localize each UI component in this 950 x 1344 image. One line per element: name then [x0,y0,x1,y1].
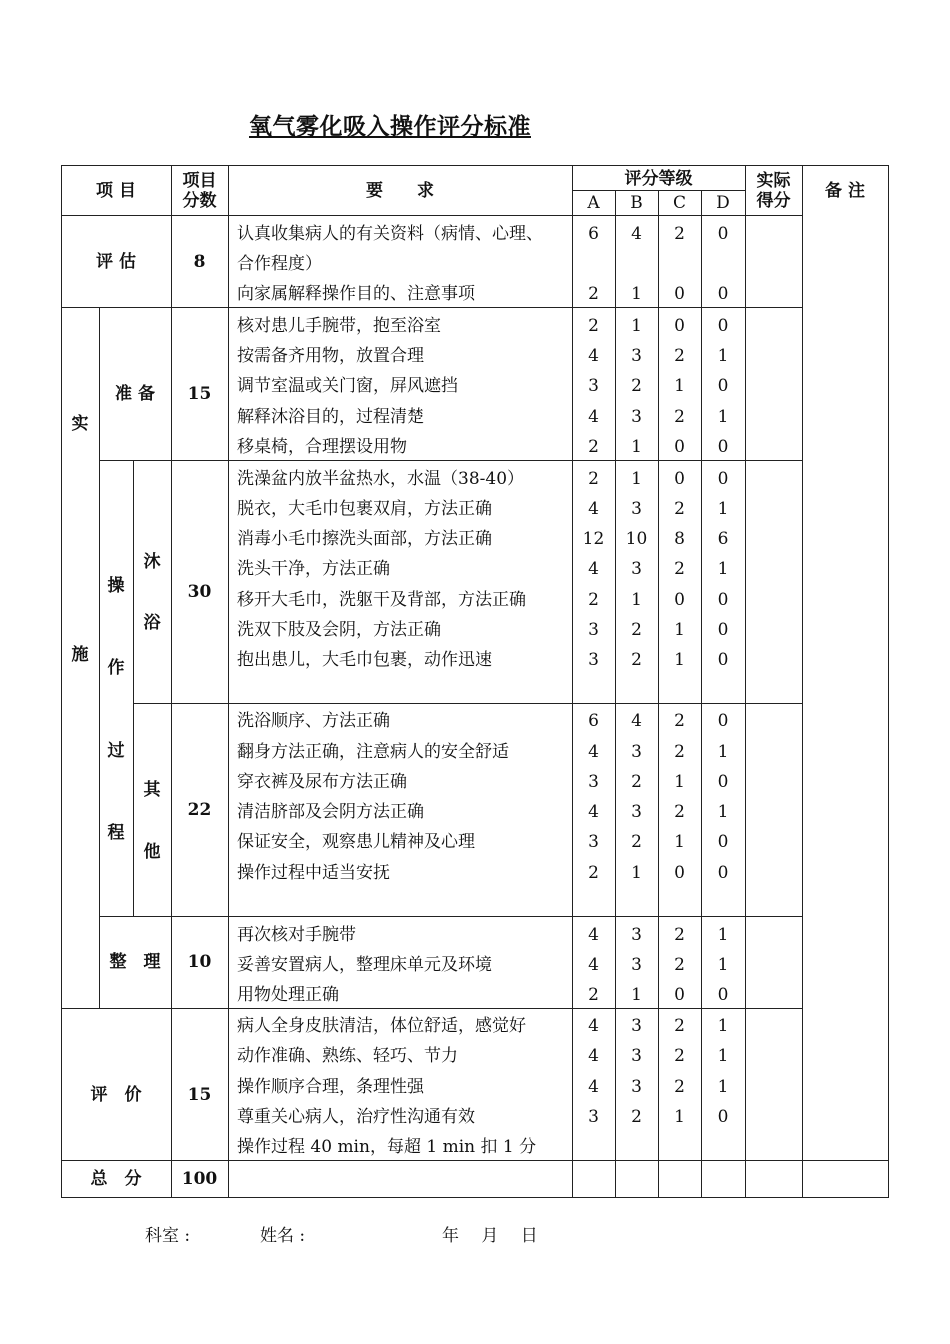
grade-a-value: 2 [588,284,599,304]
grade-c-value: 0 [674,316,685,336]
grade-d-value: 0 [717,650,729,670]
grade-d-value: 0 [717,772,729,792]
requirement-text: 保证安全，观察患儿精神及心理 [237,832,475,852]
grade-c-value: 2 [674,346,685,366]
requirement-text: 洗浴顺序、方法正确 [237,711,390,731]
page-title: 氧气雾化吸入操作评分标准 [249,113,531,140]
grade-b-value: 3 [631,346,642,366]
requirement-text: 向家属解释操作目的、注意事项 [237,284,475,304]
grade-d-value: 0 [717,376,729,396]
grade-c-value: 2 [674,499,685,519]
grade-c-value: 2 [674,1046,685,1066]
category-total: 总 分 [90,1169,142,1189]
grade-b-value: 1 [631,437,642,457]
requirement-text: 消毒小毛巾擦洗头面部，方法正确 [237,529,492,549]
grade-c-value: 2 [674,802,685,822]
grade-a-value: 4 [588,1046,599,1066]
footer-name-label: 姓名 : [260,1226,306,1246]
grade-b-value: 3 [631,559,642,579]
category-op-char-4: 程 [107,823,125,843]
header-grade-d: D [716,193,730,213]
grade-b-value: 3 [631,407,642,427]
grade-b-value: 4 [631,224,642,244]
category-bath-char-1: 沐 [143,552,161,572]
grade-a-value: 3 [588,832,599,852]
grade-c-value: 1 [674,650,685,670]
grade-c-value: 0 [674,284,685,304]
header-grade-b: B [630,193,643,213]
category-other-char-2: 他 [143,842,161,862]
requirement-text: 动作准确、熟练、轻巧、节力 [237,1046,458,1066]
grade-b-value: 2 [631,376,642,396]
grade-a-value: 4 [588,955,599,975]
total-score: 100 [181,1169,218,1189]
requirement-text: 合作程度） [237,254,322,274]
requirement-text: 洗头干净，方法正确 [237,559,390,579]
grade-b-value: 1 [631,316,642,336]
grade-c-value: 1 [674,620,685,640]
grade-d-value: 6 [717,529,729,549]
requirement-text: 翻身方法正确，注意病人的安全舒适 [237,742,509,762]
grade-a-value: 2 [588,985,599,1005]
requirement-text: 妥善安置病人，整理床单元及环境 [237,955,492,975]
grade-d-value: 1 [717,499,729,519]
grade-c-value: 2 [674,711,685,731]
section-score: 15 [187,384,212,404]
grade-a-value: 4 [588,742,599,762]
grade-b-value: 3 [631,1016,642,1036]
grade-c-value: 0 [674,863,685,883]
requirement-text: 再次核对手腕带 [237,925,356,945]
grade-d-value: 0 [717,711,729,731]
category-op-char-2: 作 [107,658,125,678]
grade-d-value: 0 [717,590,729,610]
grade-b-value: 1 [631,863,642,883]
grade-b-value: 2 [631,1107,642,1127]
requirement-text: 用物处理正确 [237,985,339,1005]
category-tidy: 整 理 [109,952,161,972]
grade-c-value: 1 [674,376,685,396]
requirement-text: 尊重关心病人，治疗性沟通有效 [237,1107,475,1127]
footer-date-label: 年 月 日 [442,1226,538,1246]
grade-b-value: 2 [631,650,642,670]
grade-a-value: 3 [588,1107,599,1127]
category-impl-char-2: 施 [71,645,89,665]
header-grade-c: C [672,193,686,213]
category-prep: 准 备 [115,384,155,404]
requirement-text: 调节室温或关门窗，屏风遮挡 [237,376,458,396]
grade-d-value: 0 [717,284,729,304]
grade-a-value: 6 [588,224,599,244]
grade-d-value: 1 [717,802,729,822]
category-other-char-1: 其 [143,780,161,800]
grade-b-value: 3 [631,742,642,762]
grade-a-value: 12 [582,529,605,549]
grade-d-value: 1 [717,559,729,579]
grade-a-value: 2 [588,590,599,610]
grade-d-value: 0 [717,863,729,883]
requirement-text: 按需备齐用物，放置合理 [237,346,424,366]
grade-d-value: 1 [717,407,729,427]
grade-a-value: 2 [588,469,599,489]
category-bath-char-2: 浴 [143,613,161,633]
requirement-text: 操作过程 40 min，每超 1 min 扣 1 分 [237,1137,537,1157]
grade-a-value: 3 [588,620,599,640]
grade-d-value: 1 [717,1077,729,1097]
grade-d-value: 0 [717,469,729,489]
grade-b-value: 3 [631,499,642,519]
header-item: 项 目 [96,181,136,201]
grade-c-value: 2 [674,224,685,244]
grade-a-value: 2 [588,437,599,457]
grade-c-value: 1 [674,772,685,792]
grade-d-value: 1 [717,1046,729,1066]
grade-d-value: 0 [717,985,729,1005]
grade-c-value: 0 [674,469,685,489]
footer-dept-label: 科室 : [145,1226,191,1246]
grade-b-value: 3 [631,925,642,945]
grade-c-value: 2 [674,742,685,762]
grade-b-value: 10 [625,529,648,549]
requirement-text: 穿衣裤及尿布方法正确 [237,772,407,792]
section-score: 15 [187,1085,212,1105]
header-requirement: 要 求 [366,181,434,201]
header-remark: 备 注 [825,181,865,201]
grade-b-value: 1 [631,985,642,1005]
grade-d-value: 1 [717,925,729,945]
grade-c-value: 8 [674,529,685,549]
grade-d-value: 1 [717,742,729,762]
requirement-text: 解释沐浴目的，过程清楚 [237,407,424,427]
section-score: 8 [193,252,206,272]
requirement-text: 病人全身皮肤清洁，体位舒适，感觉好 [237,1016,526,1036]
grade-d-value: 0 [717,832,729,852]
requirement-text: 抱出患儿，大毛巾包裹，动作迅速 [237,650,492,670]
header-score-line2: 分数 [182,191,217,211]
grade-d-value: 1 [717,955,729,975]
grade-c-value: 2 [674,559,685,579]
grade-c-value: 0 [674,590,685,610]
category-impl-char-1: 实 [71,414,89,434]
grade-a-value: 3 [588,376,599,396]
grade-a-value: 4 [588,802,599,822]
grade-b-value: 1 [631,469,642,489]
requirement-text: 操作过程中适当安抚 [237,863,390,883]
requirement-text: 洗双下肢及会阴，方法正确 [237,620,441,640]
grade-c-value: 2 [674,1077,685,1097]
grade-a-value: 4 [588,1077,599,1097]
grade-b-value: 2 [631,772,642,792]
header-grade: 评分等级 [624,169,693,189]
grade-b-value: 3 [631,955,642,975]
grade-a-value: 4 [588,346,599,366]
requirement-text: 认真收集病人的有关资料（病情、心理、 [237,224,543,244]
header-grade-a: A [587,193,600,213]
grade-b-value: 3 [631,1077,642,1097]
grade-d-value: 1 [717,346,729,366]
requirement-text: 移桌椅，合理摆设用物 [237,437,407,457]
grade-c-value: 2 [674,407,685,427]
category-op-char-1: 操 [107,576,125,596]
grade-b-value: 1 [631,284,642,304]
grade-c-value: 0 [674,437,685,457]
grade-b-value: 3 [631,1046,642,1066]
grade-a-value: 4 [588,559,599,579]
category-evaluate: 评 价 [90,1085,142,1105]
grade-c-value: 0 [674,985,685,1005]
header-actual-line1: 实际 [756,171,791,191]
grade-a-value: 4 [588,407,599,427]
grade-a-value: 4 [588,925,599,945]
grade-d-value: 0 [717,437,729,457]
grade-d-value: 0 [717,1107,729,1127]
grade-c-value: 1 [674,1107,685,1127]
grade-a-value: 4 [588,499,599,519]
grade-d-value: 0 [717,224,729,244]
requirement-text: 清洁脐部及会阴方法正确 [237,802,424,822]
grade-a-value: 4 [588,1016,599,1036]
requirement-text: 洗澡盆内放半盆热水，水温（38-40） [237,469,525,489]
section-score: 22 [187,800,212,820]
header-score-line1: 项目 [182,171,217,191]
grade-b-value: 1 [631,590,642,610]
grade-d-value: 0 [717,620,729,640]
grade-b-value: 2 [631,620,642,640]
requirement-text: 操作顺序合理，条理性强 [237,1077,424,1097]
grade-d-value: 1 [717,1016,729,1036]
category-assess: 评 估 [96,252,136,272]
grade-c-value: 1 [674,832,685,852]
grade-d-value: 0 [717,316,729,336]
section-score: 30 [187,582,212,602]
grade-a-value: 2 [588,863,599,883]
grade-c-value: 2 [674,955,685,975]
grade-a-value: 2 [588,316,599,336]
grade-c-value: 2 [674,1016,685,1036]
grade-a-value: 3 [588,650,599,670]
header-actual-line2: 得分 [756,191,791,211]
requirement-text: 核对患儿手腕带，抱至浴室 [237,316,441,336]
grade-a-value: 3 [588,772,599,792]
category-op-char-3: 过 [107,741,125,761]
grade-c-value: 2 [674,925,685,945]
requirement-text: 移开大毛巾，洗躯干及背部，方法正确 [237,590,526,610]
grade-b-value: 3 [631,802,642,822]
section-score: 10 [187,952,212,972]
grade-a-value: 6 [588,711,599,731]
grade-b-value: 4 [631,711,642,731]
grade-b-value: 2 [631,832,642,852]
requirement-text: 脱衣，大毛巾包裹双肩，方法正确 [237,499,492,519]
